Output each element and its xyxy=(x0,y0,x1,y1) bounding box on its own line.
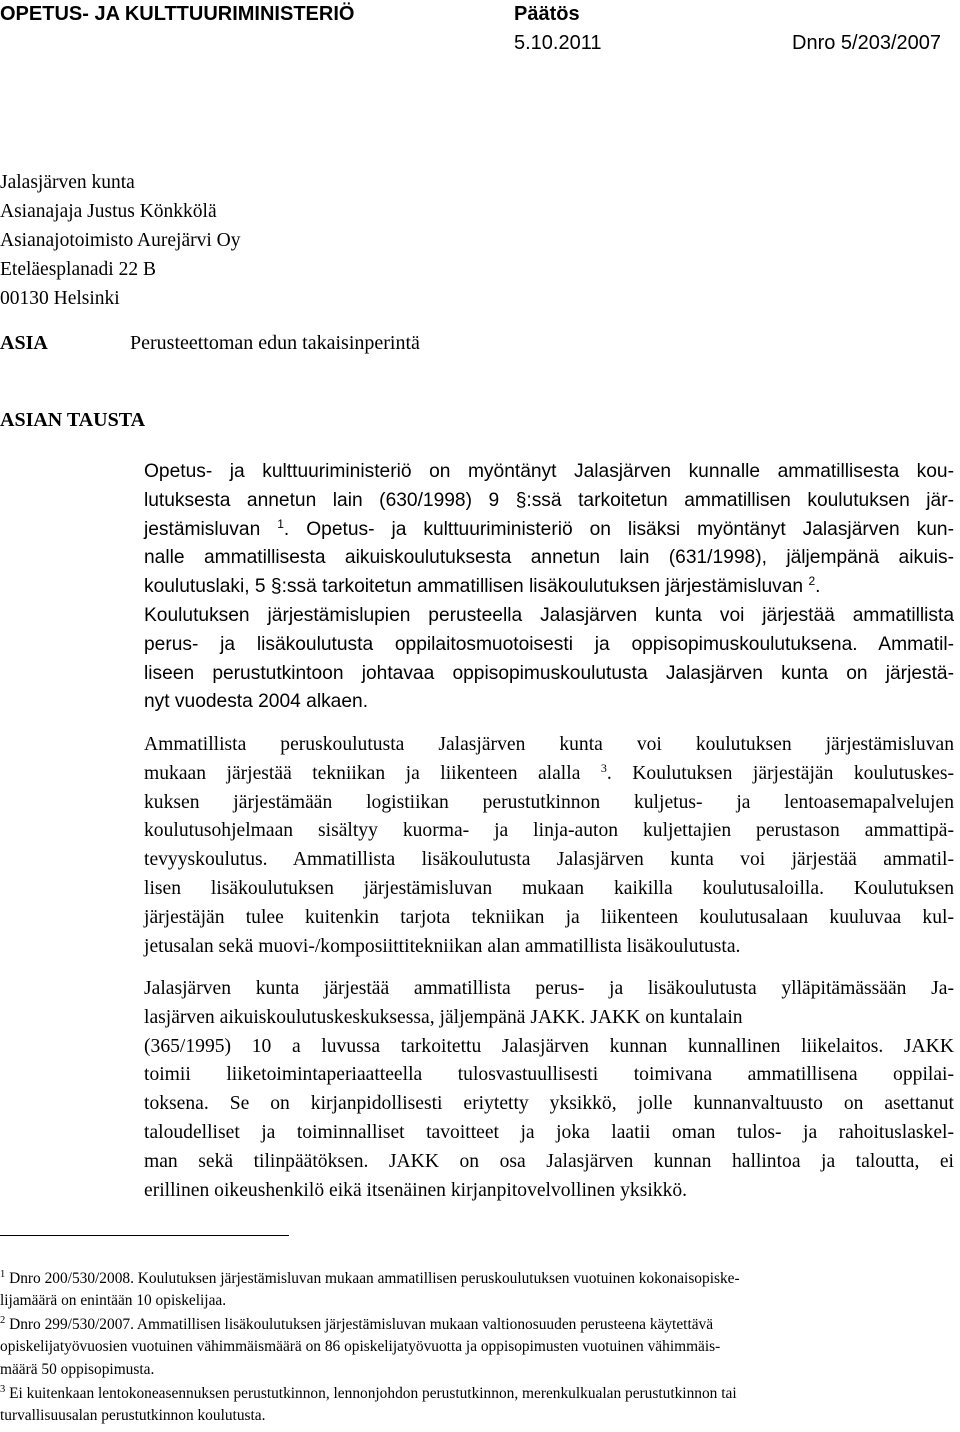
paragraph-jakk xyxy=(144,975,954,1205)
paragraph-line: liseen perustutkintoon johtavaa oppisopimuskoulutusta Jalasjärven kunta on järjestä- xyxy=(144,662,954,684)
footnote-line: turvallisuusalan perustutkinnon koulutusta. xyxy=(0,1407,266,1425)
footnote-line: opiskelijatyövuosien vuotuinen vähimmäismäärä on 86 opiskelijatyövuotta ja oppisopimusten vuotuinen vähimmäis- xyxy=(0,1338,721,1356)
text-span: koulutuslaki, 5 §:ssä tarkoitetun ammatillisen lisäkoulutuksen järjestämisluvan xyxy=(144,576,804,598)
recipient-line: Eteläesplanadi 22 B xyxy=(0,259,156,280)
footnote-line xyxy=(0,1383,958,1405)
paragraph-line: lasjärven aikuiskoulutuskeskuksessa, jäljempänä JAKK. JAKK on kuntalain xyxy=(144,1006,743,1028)
footnote-line: lijamäärä on enintään 10 opiskelijaa. xyxy=(0,1292,227,1310)
document-number: Dnro 5/203/2007 xyxy=(792,32,942,54)
paragraph-line: Koulutuksen järjestämislupien perusteella Jalasjärven kunta voi järjestää ammatillista xyxy=(144,604,954,626)
paragraph-line: man sekä tilinpäätöksen. JAKK on osa Jalasjärven kunnan hallintoa ja taloutta, ei xyxy=(144,1150,954,1172)
paragraph-line: koulutusohjelmaan sisältyy kuorma- ja linja-auton kuljettajien perustason ammattipä- xyxy=(144,820,954,842)
footnote-1 xyxy=(0,1268,958,1313)
footnote-3 xyxy=(0,1383,958,1428)
footnote-separator xyxy=(0,1235,289,1236)
text-span: . Koulutuksen järjestäjän koulutuskes- xyxy=(606,762,955,784)
section-heading: ASIAN TAUSTA xyxy=(0,409,146,431)
text-span: mukaan järjestää tekniikan ja liikenteen alalla xyxy=(144,762,581,784)
footnote-line: määrä 50 oppisopimusta. xyxy=(0,1360,155,1378)
footnote-ref: 3 xyxy=(600,760,607,775)
paragraph-line: (365/1995) 10 a luvussa tarkoitettu Jalasjärven kunnan kunnallinen liikelaitos. JAKK xyxy=(144,1035,954,1057)
subject-text: Perusteettoman edun takaisinperintä xyxy=(130,332,420,354)
ministry-name: OPETUS- JA KULTTUURIMINISTERIÖ xyxy=(0,3,355,25)
paragraph-line: järjestäjän tulee kuitenkin tarjota tekniikan ja liikenteen koulutusalaan kuuluvaa kul- xyxy=(144,906,954,928)
footnote-number: 3 xyxy=(0,1384,6,1395)
paragraph-background xyxy=(144,458,954,717)
text-span: jestämisluvan xyxy=(144,518,261,540)
document-type: Päätös xyxy=(514,3,580,25)
footnote-2 xyxy=(0,1314,958,1381)
paragraph-line: toksena. Se on kirjanpidollisesti eriytetty yksikkö, jolle kunnanvaltuusto on asettanut xyxy=(144,1093,954,1115)
paragraph-line: lutuksesta annetun lain (630/1998) 9 §:ssä tarkoitetun ammatillisen koulutuksen jär- xyxy=(144,489,954,511)
footnote-ref: 1 xyxy=(277,516,284,531)
paragraph-line: tevyyskoulutus. Ammatillista lisäkoulutusta Jalasjärven kunta voi järjestää ammatil- xyxy=(144,849,954,871)
text-span: Dnro 299/530/2007. Ammatillisen lisäkoulutuksen järjestämisluvan mukaan valtionosuuden perusteena käytettävä xyxy=(5,1316,714,1333)
recipient-line: 00130 Helsinki xyxy=(0,288,120,309)
document-date: 5.10.2011 xyxy=(514,32,602,54)
footnote-number: 2 xyxy=(0,1315,6,1326)
paragraph-line: jetusalan sekä muovi-/komposiittitekniikan alan ammatillista lisäkoulutusta. xyxy=(144,935,741,957)
paragraph-line: nyt vuodesta 2004 alkaen. xyxy=(144,691,369,713)
text-span: Dnro 200/530/2008. Koulutuksen järjestämisluvan mukaan ammatillisen peruskoulutuksen vuotuinen kokonaisopiske- xyxy=(5,1270,740,1287)
paragraph-training xyxy=(144,731,954,961)
paragraph-line xyxy=(144,516,954,545)
paragraph-line: Jalasjärven kunta järjestää ammatillista perus- ja lisäkoulutusta ylläpitämässään Ja- xyxy=(144,978,954,999)
paragraph-line: nalle ammatillisesta aikuiskoulutuksesta annetun lain (631/1998), jäljempänä aikuis- xyxy=(144,547,954,569)
recipient-line: Asianajotoimisto Aurejärvi Oy xyxy=(0,230,241,251)
paragraph-line xyxy=(144,573,954,602)
text-span: Ei kuitenkaan lentokoneasennuksen perustutkinnon, lennonjohdon perustutkinnon, merenkulkualan perustutkinnon tai xyxy=(5,1385,737,1402)
footnote-line xyxy=(0,1314,958,1336)
recipient-line: Jalasjärven kunta xyxy=(0,172,135,193)
paragraph-line: kuksen järjestämään logistiikan perustutkinnon kuljetus- ja lentoasemapalvelujen xyxy=(144,791,954,813)
footnote-line xyxy=(0,1268,958,1290)
paragraph-line: lisen lisäkoulutuksen järjestämisluvan mukaan kaikilla koulutusaloilla. Koulutuksen xyxy=(144,877,954,899)
recipient-address xyxy=(0,168,240,313)
recipient-line: Asianajaja Justus Könkkölä xyxy=(0,201,217,222)
paragraph-line: toimii liiketoimintaperiaatteella tulosvastuullisesti toimivana ammatillisena oppilai- xyxy=(144,1064,954,1086)
subject-label: ASIA xyxy=(0,332,48,354)
paragraph-line: perus- ja lisäkoulutusta oppilaitosmuotoisesti ja oppisopimuskoulutuksena. Ammatil- xyxy=(144,633,954,655)
paragraph-line: Opetus- ja kulttuuriministeriö on myöntänyt Jalasjärven kunnalle ammatillisesta kou- xyxy=(144,461,954,482)
paragraph-line: erillinen oikeushenkilö eikä itsenäinen kirjanpitovelvollinen yksikkö. xyxy=(144,1179,688,1201)
footnote-number: 1 xyxy=(0,1269,6,1280)
footnote-ref: 2 xyxy=(808,574,816,589)
text-span: . xyxy=(815,576,821,598)
paragraph-line: taloudelliset ja toiminnalliset tavoitteet ja joka laatii oman tulos- ja rahoituslaskel- xyxy=(144,1121,954,1143)
paragraph-line: Ammatillista peruskoulutusta Jalasjärven kunta voi koulutuksen järjestämisluvan xyxy=(144,734,954,755)
text-span: . Opetus- ja kulttuuriministeriö on lisäksi myöntänyt Jalasjärven kun- xyxy=(283,518,954,540)
paragraph-line xyxy=(144,760,954,789)
